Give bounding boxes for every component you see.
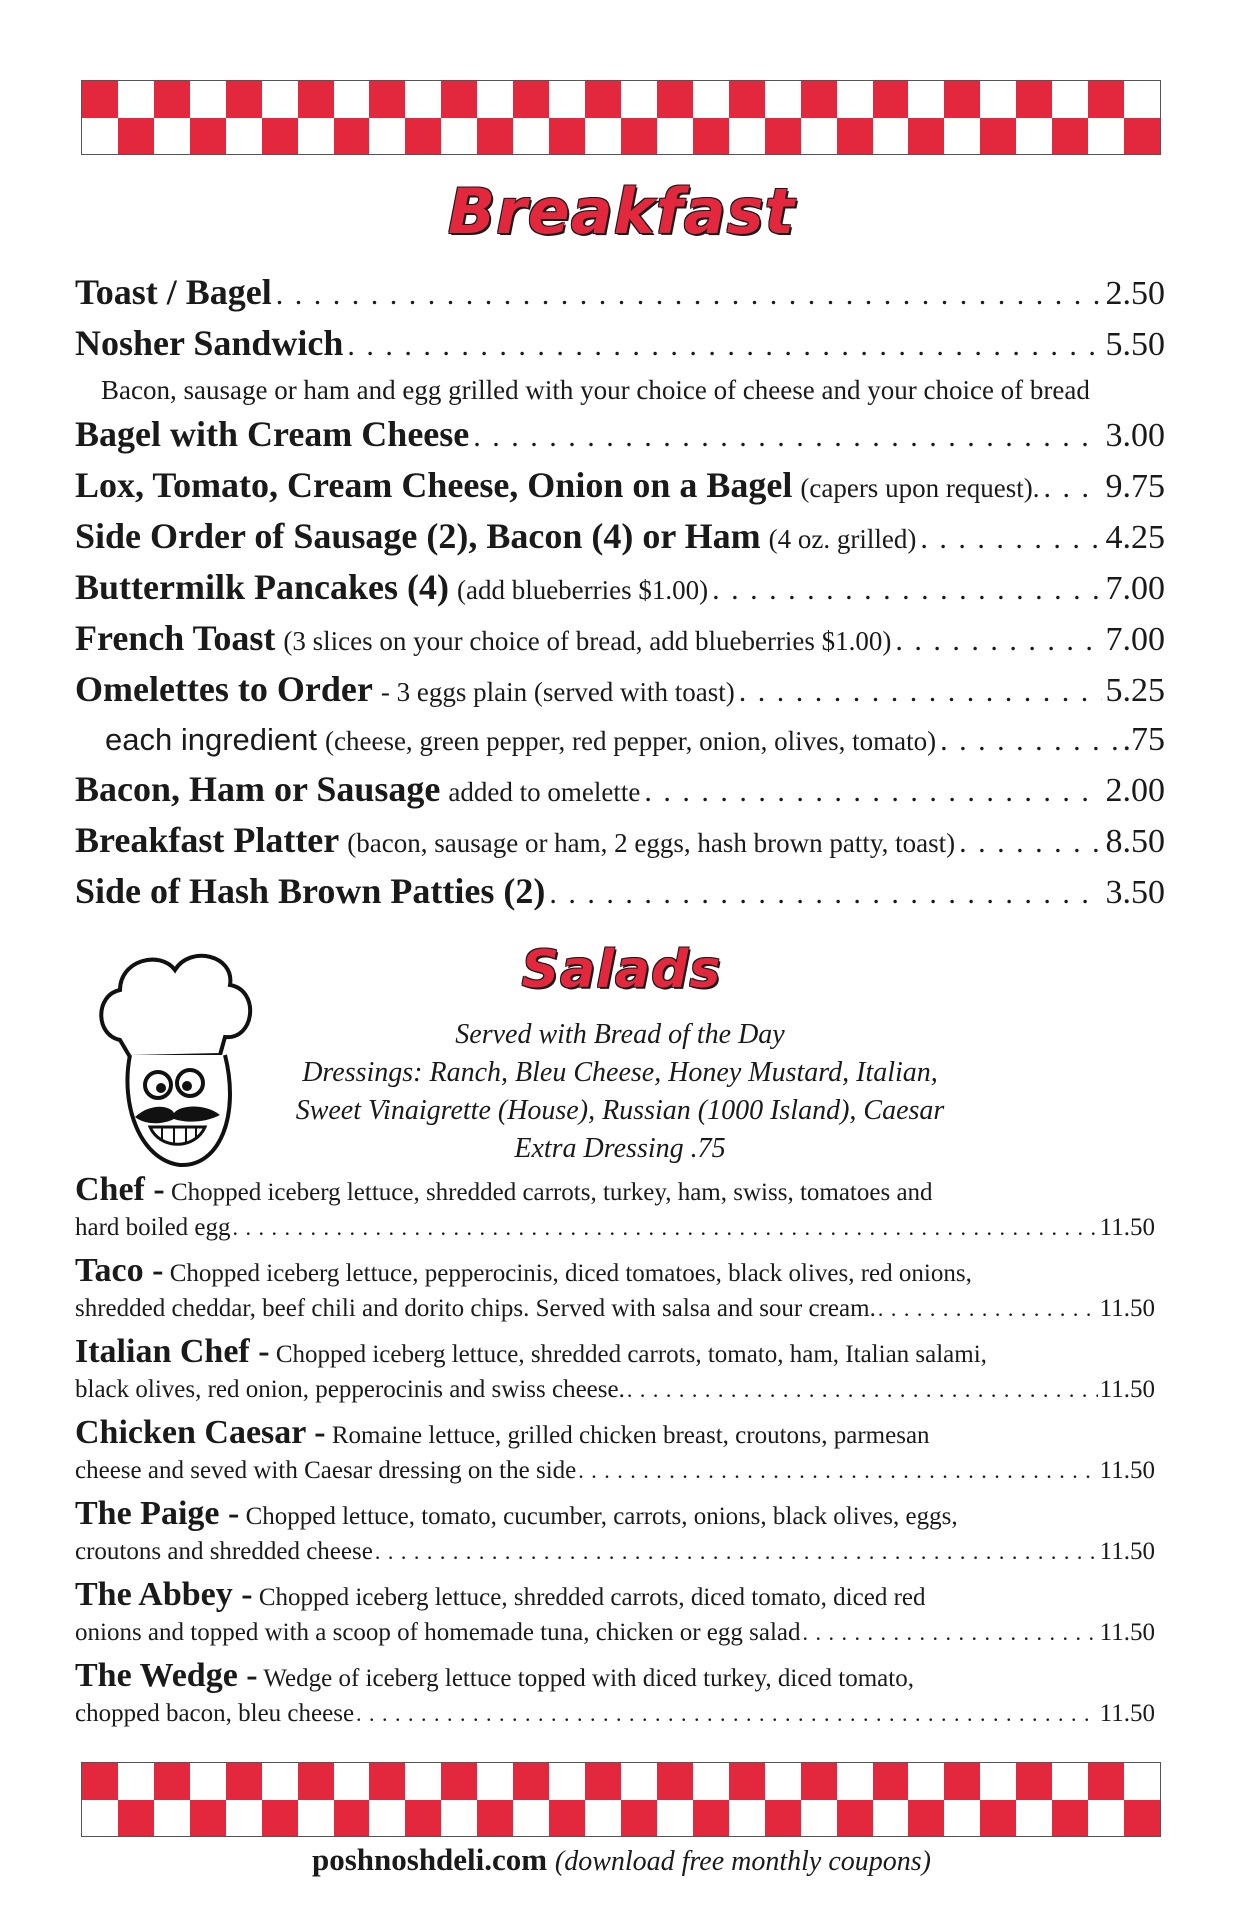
salad-info-line: Dressings: Ranch, Bleu Cheese, Honey Mustard, Italian, (302, 1057, 938, 1088)
checker-square (729, 1800, 765, 1837)
checker-square (298, 1800, 334, 1837)
checker-square (118, 118, 154, 155)
checker-square (729, 118, 765, 155)
checker-square (549, 1800, 585, 1837)
checker-square (1016, 81, 1052, 118)
checker-square (585, 81, 621, 118)
menu-item-addon: each ingredient (cheese, green pepper, red pepper, onion, olives, tomato) . . . .75 (75, 716, 1165, 765)
checker-square (908, 81, 944, 118)
salad-info (230, 1016, 1010, 1168)
checker-square (549, 1763, 585, 1800)
checker-square (1016, 1800, 1052, 1837)
checker-square (1016, 118, 1052, 155)
checker-square (298, 118, 334, 155)
checker-square (657, 1763, 693, 1800)
checker-square (118, 1763, 154, 1800)
checker-square (82, 118, 118, 155)
website-link[interactable]: poshnoshdeli.com (311, 1842, 548, 1877)
checker-square (837, 1763, 873, 1800)
checker-square (154, 81, 190, 118)
checker-square (944, 118, 980, 155)
salads-title: Salads (521, 940, 722, 1000)
checker-square (334, 1800, 370, 1837)
checker-square (190, 118, 226, 155)
checker-square (477, 1800, 513, 1837)
checker-square (621, 118, 657, 155)
checker-square (334, 118, 370, 155)
checker-square (980, 81, 1016, 118)
checker-square (226, 1763, 262, 1800)
checker-square (262, 1763, 298, 1800)
menu-item: Toast / Bagel . . . 2.50 (75, 268, 1165, 319)
checker-square (441, 118, 477, 155)
checker-square (1052, 1800, 1088, 1837)
checker-square (262, 1800, 298, 1837)
salad-item: Italian Chef - Chopped iceberg lettuce, shredded carrots, tomato, ham, Italian salami, black olives, red onion, pepperocinis and swiss cheese. . . . 11.50 (75, 1334, 1155, 1406)
checker-square (513, 118, 549, 155)
checker-square (1052, 118, 1088, 155)
salad-item: The Abbey - Chopped iceberg lettuce, shredded carrots, diced tomato, diced red onions and topped with a scoop of homemade tuna, chicken or egg salad . . . 11.50 (75, 1577, 1155, 1649)
checker-square (837, 81, 873, 118)
menu-item-description: Bacon, sausage or ham and egg grilled with your choice of cheese and your choice of bread (101, 375, 1090, 405)
checker-square (765, 118, 801, 155)
menu-item: Bagel with Cream Cheese . . . 3.00 (75, 410, 1165, 461)
checker-square (908, 1763, 944, 1800)
checker-square (657, 118, 693, 155)
salad-item: Taco - Chopped iceberg lettuce, pepperocinis, diced tomatoes, black olives, red onions, shredded cheddar, beef chili and dorito chips. Served with salsa and sour cream. . . . 11.50 (75, 1253, 1155, 1325)
checker-square (82, 81, 118, 118)
checker-square (513, 81, 549, 118)
checker-square (765, 81, 801, 118)
checker-square (190, 1800, 226, 1837)
checker-square (405, 1800, 441, 1837)
checker-square (441, 1800, 477, 1837)
checker-square (801, 81, 837, 118)
checker-square (1124, 118, 1160, 155)
coupon-note: (download free monthly coupons) (554, 1846, 932, 1877)
checker-square (369, 118, 405, 155)
checker-square (944, 1763, 980, 1800)
checker-square (621, 1763, 657, 1800)
checker-square (82, 1763, 118, 1800)
checker-square (908, 1800, 944, 1837)
checker-square (334, 81, 370, 118)
checker-square (944, 1800, 980, 1837)
checker-square (262, 81, 298, 118)
checker-square (477, 81, 513, 118)
menu-item: Breakfast Platter (bacon, sausage or ham, 2 eggs, hash brown patty, toast) . . . 8.50 (75, 816, 1165, 867)
footer (0, 1842, 1243, 1878)
salad-info-line: Extra Dressing .75 (514, 1133, 726, 1164)
checker-square (873, 118, 909, 155)
checker-square (980, 1763, 1016, 1800)
checker-square (693, 81, 729, 118)
salad-item: The Wedge - Wedge of iceberg lettuce topped with diced turkey, diced tomato, chopped bacon, bleu cheese . . . 11.50 (75, 1658, 1155, 1730)
checker-square (405, 118, 441, 155)
checker-square (118, 81, 154, 118)
checker-square (82, 1800, 118, 1837)
checker-square (477, 1763, 513, 1800)
checker-square (441, 1763, 477, 1800)
salad-item: The Paige - Chopped lettuce, tomato, cucumber, carrots, onions, black olives, eggs, croutons and shredded cheese . . . 11.50 (75, 1496, 1155, 1568)
checker-square (1124, 81, 1160, 118)
checker-square (369, 81, 405, 118)
checker-square (477, 118, 513, 155)
checker-square (369, 1763, 405, 1800)
checker-square (657, 81, 693, 118)
checker-square (801, 1763, 837, 1800)
checker-square (657, 1800, 693, 1837)
checker-square (1052, 1763, 1088, 1800)
checker-square (154, 1800, 190, 1837)
menu-item: Omelettes to Order - 3 eggs plain (served with toast) . . . 5.25 (75, 665, 1165, 716)
checker-square (585, 1800, 621, 1837)
checker-square (693, 1763, 729, 1800)
checker-square (801, 118, 837, 155)
checker-square (765, 1763, 801, 1800)
checker-square (154, 118, 190, 155)
menu-item: French Toast (3 slices on your choice of bread, add blueberries $1.00) . . . 7.00 (75, 614, 1165, 665)
menu-item: Bacon, Ham or Sausage added to omelette . . . 2.00 (75, 765, 1165, 816)
checker-square (837, 118, 873, 155)
checker-square (585, 118, 621, 155)
checkered-border-top (81, 80, 1161, 155)
checker-square (190, 81, 226, 118)
salad-info-line: Served with Bread of the Day (455, 1019, 785, 1050)
menu-item: Buttermilk Pancakes (4) (add blueberries $1.00) . . . 7.00 (75, 563, 1165, 614)
checker-square (298, 1763, 334, 1800)
checkered-border-bottom (81, 1762, 1161, 1837)
checker-square (334, 1763, 370, 1800)
checker-square (801, 1800, 837, 1837)
menu-item: Side Order of Sausage (2), Bacon (4) or Ham (4 oz. grilled) . . . 4.25 (75, 512, 1165, 563)
checker-square (405, 81, 441, 118)
checker-square (1088, 1800, 1124, 1837)
checker-square (549, 118, 585, 155)
checker-square (513, 1763, 549, 1800)
checker-square (1088, 1763, 1124, 1800)
checker-square (693, 118, 729, 155)
checker-square (873, 81, 909, 118)
salads-menu (75, 1172, 1155, 1739)
checker-square (369, 1800, 405, 1837)
checker-square (873, 1763, 909, 1800)
checker-square (405, 1763, 441, 1800)
checker-square (621, 81, 657, 118)
salad-item: Chicken Caesar - Romaine lettuce, grilled chicken breast, croutons, parmesan cheese and seved with Caesar dressing on the side . . . 11.50 (75, 1415, 1155, 1487)
checker-square (1124, 1763, 1160, 1800)
checker-square (729, 81, 765, 118)
checker-square (908, 118, 944, 155)
checker-square (513, 1800, 549, 1837)
checker-square (765, 1800, 801, 1837)
checker-square (980, 1800, 1016, 1837)
menu-item: Lox, Tomato, Cream Cheese, Onion on a Bagel (capers upon request). . . . 9.75 (75, 461, 1165, 512)
salad-info-line: Sweet Vinaigrette (House), Russian (1000 Island), Caesar (295, 1095, 945, 1126)
checker-square (226, 81, 262, 118)
checker-square (549, 81, 585, 118)
checker-square (441, 81, 477, 118)
checker-square (1124, 1800, 1160, 1837)
checker-square (226, 118, 262, 155)
menu-item: Nosher Sandwich . . . 5.50 (75, 319, 1165, 370)
breakfast-title: Breakfast (447, 175, 796, 248)
checker-square (585, 1763, 621, 1800)
checker-square (1088, 81, 1124, 118)
checker-square (693, 1800, 729, 1837)
menu-item: Side of Hash Brown Patties (2) . . . 3.50 (75, 867, 1165, 918)
checker-square (729, 1763, 765, 1800)
checker-square (1088, 118, 1124, 155)
checker-square (837, 1800, 873, 1837)
checker-square (621, 1800, 657, 1837)
checker-square (1016, 1763, 1052, 1800)
checker-square (262, 118, 298, 155)
checker-square (226, 1800, 262, 1837)
checker-square (298, 81, 334, 118)
checker-square (944, 81, 980, 118)
checker-square (118, 1800, 154, 1837)
checker-square (873, 1800, 909, 1837)
checker-square (980, 118, 1016, 155)
checker-square (190, 1763, 226, 1800)
salad-item: Chef - Chopped iceberg lettuce, shredded carrots, turkey, ham, swiss, tomatoes and hard boiled egg . . . 11.50 (75, 1172, 1155, 1244)
checker-square (154, 1763, 190, 1800)
checker-square (1052, 81, 1088, 118)
breakfast-menu (75, 268, 1165, 918)
